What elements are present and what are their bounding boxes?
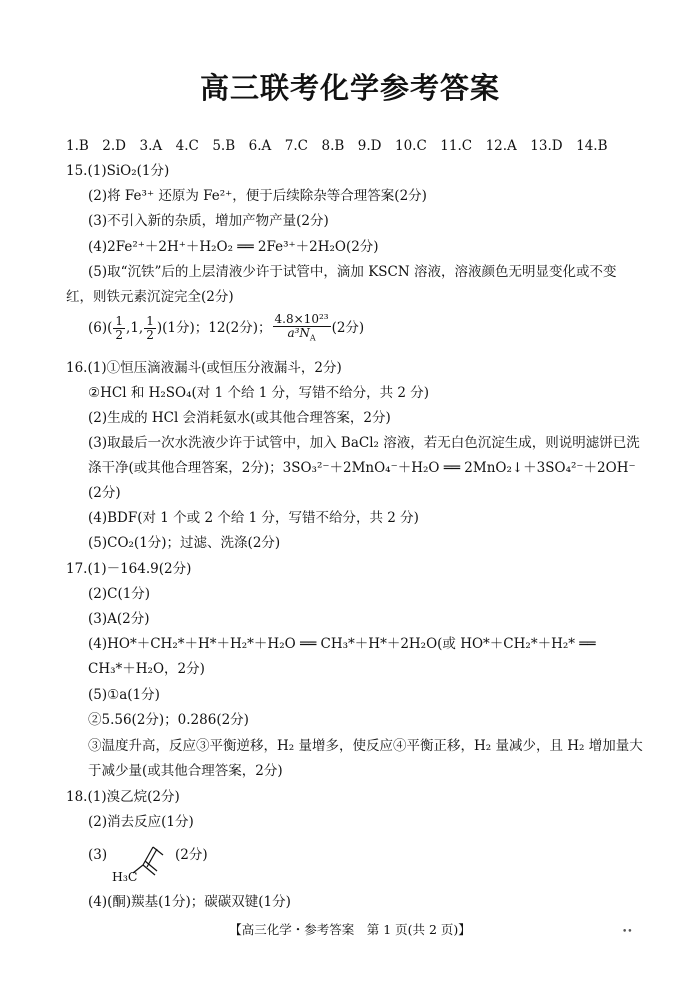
q18-part4: (4)(酮)羰基(1分)；碳碳双键(1分) [88, 894, 291, 910]
q15-p6-open: (6)( [88, 320, 113, 337]
corner-mark: •• [622, 927, 633, 937]
q15-part2: (2)将 Fe³⁺ 还原为 Fe²⁺，便于后续除杂等合理答案(2分) [88, 188, 427, 204]
q17-part4-line1: (4)HO*＋CH₂*＋H*＋H₂*＋H₂O ══ CH₃*＋H*＋2H₂O(或 HO*＋CH₂*＋H₂* ══ [88, 636, 596, 652]
page-footer: 【高三化学・参考答案 第 1 页(共 2 页)】 [229, 922, 471, 937]
fraction-half-2: $\frac{1}{2}$ [146, 314, 154, 343]
q16-part3-line2: 涤干净(或其他合理答案，2分)；3SO₃²⁻＋2MnO₄⁻＋H₂O ══ 2MnO₂↓＋3SO₄²⁻＋2OH⁻ [88, 460, 636, 476]
q18-part3-label: (3) [88, 847, 108, 863]
q16-part2: (2)生成的 HCl 会消耗氨水(或其他合理答案，2分) [88, 410, 391, 426]
q15-p6-end: (2分) [331, 320, 365, 337]
q17-part5c-line1: ③温度升高，反应③平衡逆移，H₂ 量增多，使反应④平衡正移，H₂ 量减少，且 H₂ 增加量大 [88, 738, 643, 754]
fraction-density: $\frac{\text{4.8×10²³}}{a^3N_A}$ [274, 312, 329, 343]
q17-part5b: ②5.56(2分)；0.286(2分) [88, 712, 249, 728]
q15-part5-line2: 红，则铁元素沉淀完全(2分) [66, 289, 234, 305]
q16-part1b: ②HCl 和 H₂SO₄(对 1 个给 1 分，写错不给分，共 2 分) [88, 385, 430, 401]
mcq-answers: 1.B 2.D 3.A 4.C 5.B 6.A 7.C 8.B 9.D 10.C 11.C 12.A 13.D 14.B [66, 138, 608, 154]
q16-part5: (5)CO₂(1分)；过滤、洗涤(2分) [88, 535, 281, 551]
q17-part3: (3)A(2分) [88, 611, 150, 627]
q17-part2: (2)C(1分) [88, 586, 151, 602]
q16-part1: 16.(1)①恒压滴液漏斗(或恒压分液漏斗，2分) [66, 360, 342, 376]
q18-part3-score: (2分) [175, 847, 208, 863]
q16-part4: (4)BDF(对 1 个或 2 个给 1 分，写错不给分，共 2 分) [88, 510, 419, 526]
q16-part3-line1: (3)取最后一次水洗液少许于试管中，加入 BaCl₂ 溶液，若无白色沉淀生成，则说明滤饼已洗 [88, 435, 640, 451]
q15-part6: (6)( $\frac{1}{2}$ ,1, $\frac{1}{2}$ )(1分)；12(2分)； $\frac{\text{4.8×10²³}}{a^3N_A}$ (2分) [88, 312, 365, 343]
q15-part1: 15.(1)SiO₂(1分) [66, 163, 170, 179]
q16-part3-line3: (2分) [88, 485, 121, 501]
q17-part1: 17.(1)－164.9(2分) [66, 561, 192, 577]
q15-part5-line1: (5)取“沉铁”后的上层清液少许于试管中，滴加 KSCN 溶液，溶液颜色无明显变化或不变 [88, 264, 617, 280]
q18-part2: (2)消去反应(1分) [88, 814, 194, 830]
q15-p6-close: )(1分)；12(2分)； [156, 320, 272, 337]
page-title: 高三联考化学参考答案 [199, 71, 500, 105]
q15-part4: (4)2Fe²⁺＋2H⁺＋H₂O₂ ══ 2Fe³⁺＋2H₂O(2分) [88, 239, 379, 255]
q17-part5c-line2: 于减少量(或其他合理答案，2分) [88, 763, 283, 779]
q18-part1: 18.(1)溴乙烷(2分) [66, 789, 180, 805]
q15-part3: (3)不引入新的杂质，增加产物产量(2分) [88, 213, 329, 229]
fraction-half-1: $\frac{1}{2}$ [115, 314, 124, 343]
q17-part4-line2: CH₃*＋H₂O，2分) [88, 661, 205, 677]
q17-part5a: (5)①a(1分) [88, 687, 160, 703]
q18-h3c-label: H₃C [112, 869, 138, 884]
